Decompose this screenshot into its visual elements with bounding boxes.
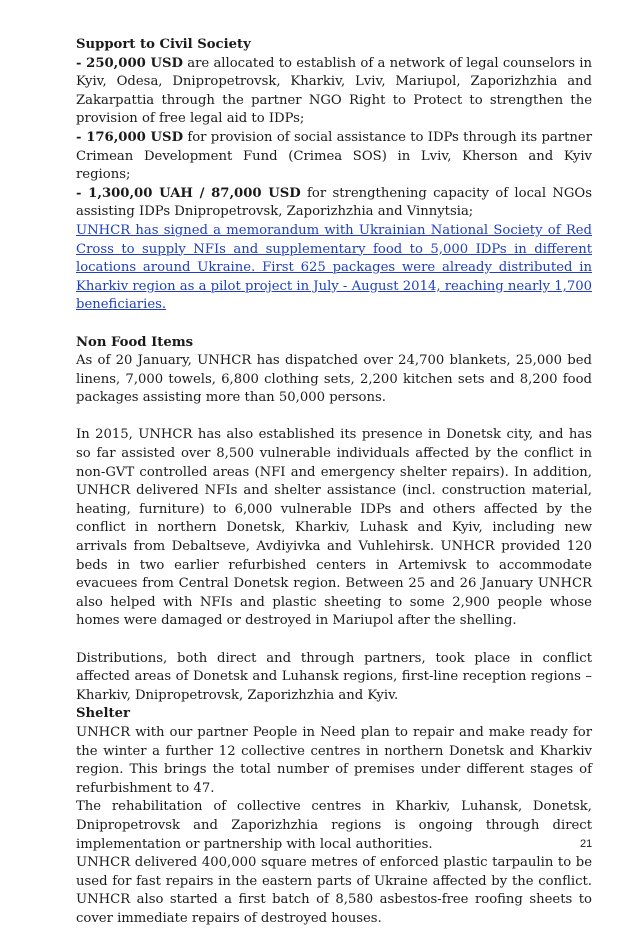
page-number: 21 [580, 838, 593, 850]
item-dash: - [76, 129, 87, 145]
nfi-heading: Non Food Items [76, 334, 194, 350]
shelter-paragraph: The rehabilitation of collective centres in Kharkiv, Luhansk, Donetsk, Dnipropetrovsk and Zaporizhzhia regions is ongoing through direct implementation or partnership with local authorities. [76, 799, 592, 852]
item-text: are allocated to establish of a network of legal counselors in Kyiv, Odesa, Dnipropetrovsk, Kharkiv, Lviv, Mariupol, Zaporizhzhia and Zakarpattia through the partner NGO Right to Protect to strengthen the provision of free legal aid to IDPs; [76, 55, 592, 127]
civil-society-item [76, 129, 592, 185]
red-cross-link-paragraph [76, 222, 592, 315]
nfi-paragraph: As of 20 January, UNHCR has dispatched over 24,700 blankets, 25,000 bed linens, 7,000 towels, 6,800 clothing sets, 2,200 kitchen sets and 8,200 food packages assisting more than 50,000 persons. [76, 353, 592, 406]
spacer [76, 315, 592, 334]
funding-amount: 1,300,00 UAH / 87,000 USD [88, 185, 301, 201]
item-dash: - [76, 55, 87, 71]
document-body [76, 36, 592, 929]
shelter-paragraph: UNHCR delivered 400,000 square metres of enforced plastic tarpaulin to be used for fast repairs in the eastern parts of Ukraine affected by the conflict. UNHCR also started a first batch of 8,580 asbestos-free roofing sheets to cover immediate repairs of destroyed houses. [76, 855, 592, 926]
item-text: for strengthening capacity of local NGOs assisting IDPs Dnipropetrovsk, Zaporizhzhia and Vinnytsia; [76, 185, 592, 220]
civil-society-item [76, 55, 592, 129]
civil-society-item [76, 185, 592, 222]
item-dash: - [76, 185, 89, 201]
spacer [76, 408, 592, 427]
civil-society-heading: Support to Civil Society [76, 37, 251, 52]
nfi-paragraph: Distributions, both direct and through partners, took place in conflict affected areas of Donetsk and Luhansk regions, first-line reception regions – Kharkiv, Dnipropetrovsk, Zaporizhzhia and Kyiv. [76, 650, 592, 703]
spacer [76, 631, 592, 650]
red-cross-memorandum-link[interactable]: UNHCR has signed a memorandum with Ukrainian National Society of Red Cross to supply NFIs and supplementary food to 5,000 IDPs in different locations around Ukraine. First 625 packages were already distributed in Kharkiv region as a pilot project in July - August 2014, reaching nearly 1,700 beneficiaries. [76, 222, 593, 313]
shelter-paragraph: UNHCR with our partner People in Need plan to repair and make ready for the winter a further 12 collective centres in northern Donetsk and Kharkiv region. This brings the total number of premises under different stages of refurbishment to 47. [76, 724, 592, 796]
shelter-heading: Shelter [76, 706, 130, 722]
item-text: for provision of social assistance to IDPs through its partner Crimean Development Fund (Crimea SOS) in Lviv, Kherson and Kyiv regions; [76, 129, 592, 183]
funding-amount: 176,000 USD [86, 129, 184, 145]
funding-amount: 250,000 USD [86, 55, 183, 71]
nfi-paragraph: In 2015, UNHCR has also established its presence in Donetsk city, and has so far assisted over 8,500 vulnerable individuals affected by the conflict in non-GVT controlled areas (NFI and emergency shelter repairs). In addition, UNHCR delivered NFIs and shelter assistance (incl. construction material, heating, furniture) to 6,000 vulnerable IDPs and others affected by the conflict in northern Donetsk, Kharkiv, Luhask and Kyiv, including new arrivals from Debaltseve, Avdiyivka and Vuhlehirsk. UNHCR provided 120 beds in two earlier refurbished centers in Artemivsk to accommodate evacuees from Central Donetsk region. Between 25 and 26 January UNHCR also helped with NFIs and plastic sheeting to some 2,900 people whose homes were damaged or destroyed in Mariupol after the shelling. [76, 427, 592, 629]
